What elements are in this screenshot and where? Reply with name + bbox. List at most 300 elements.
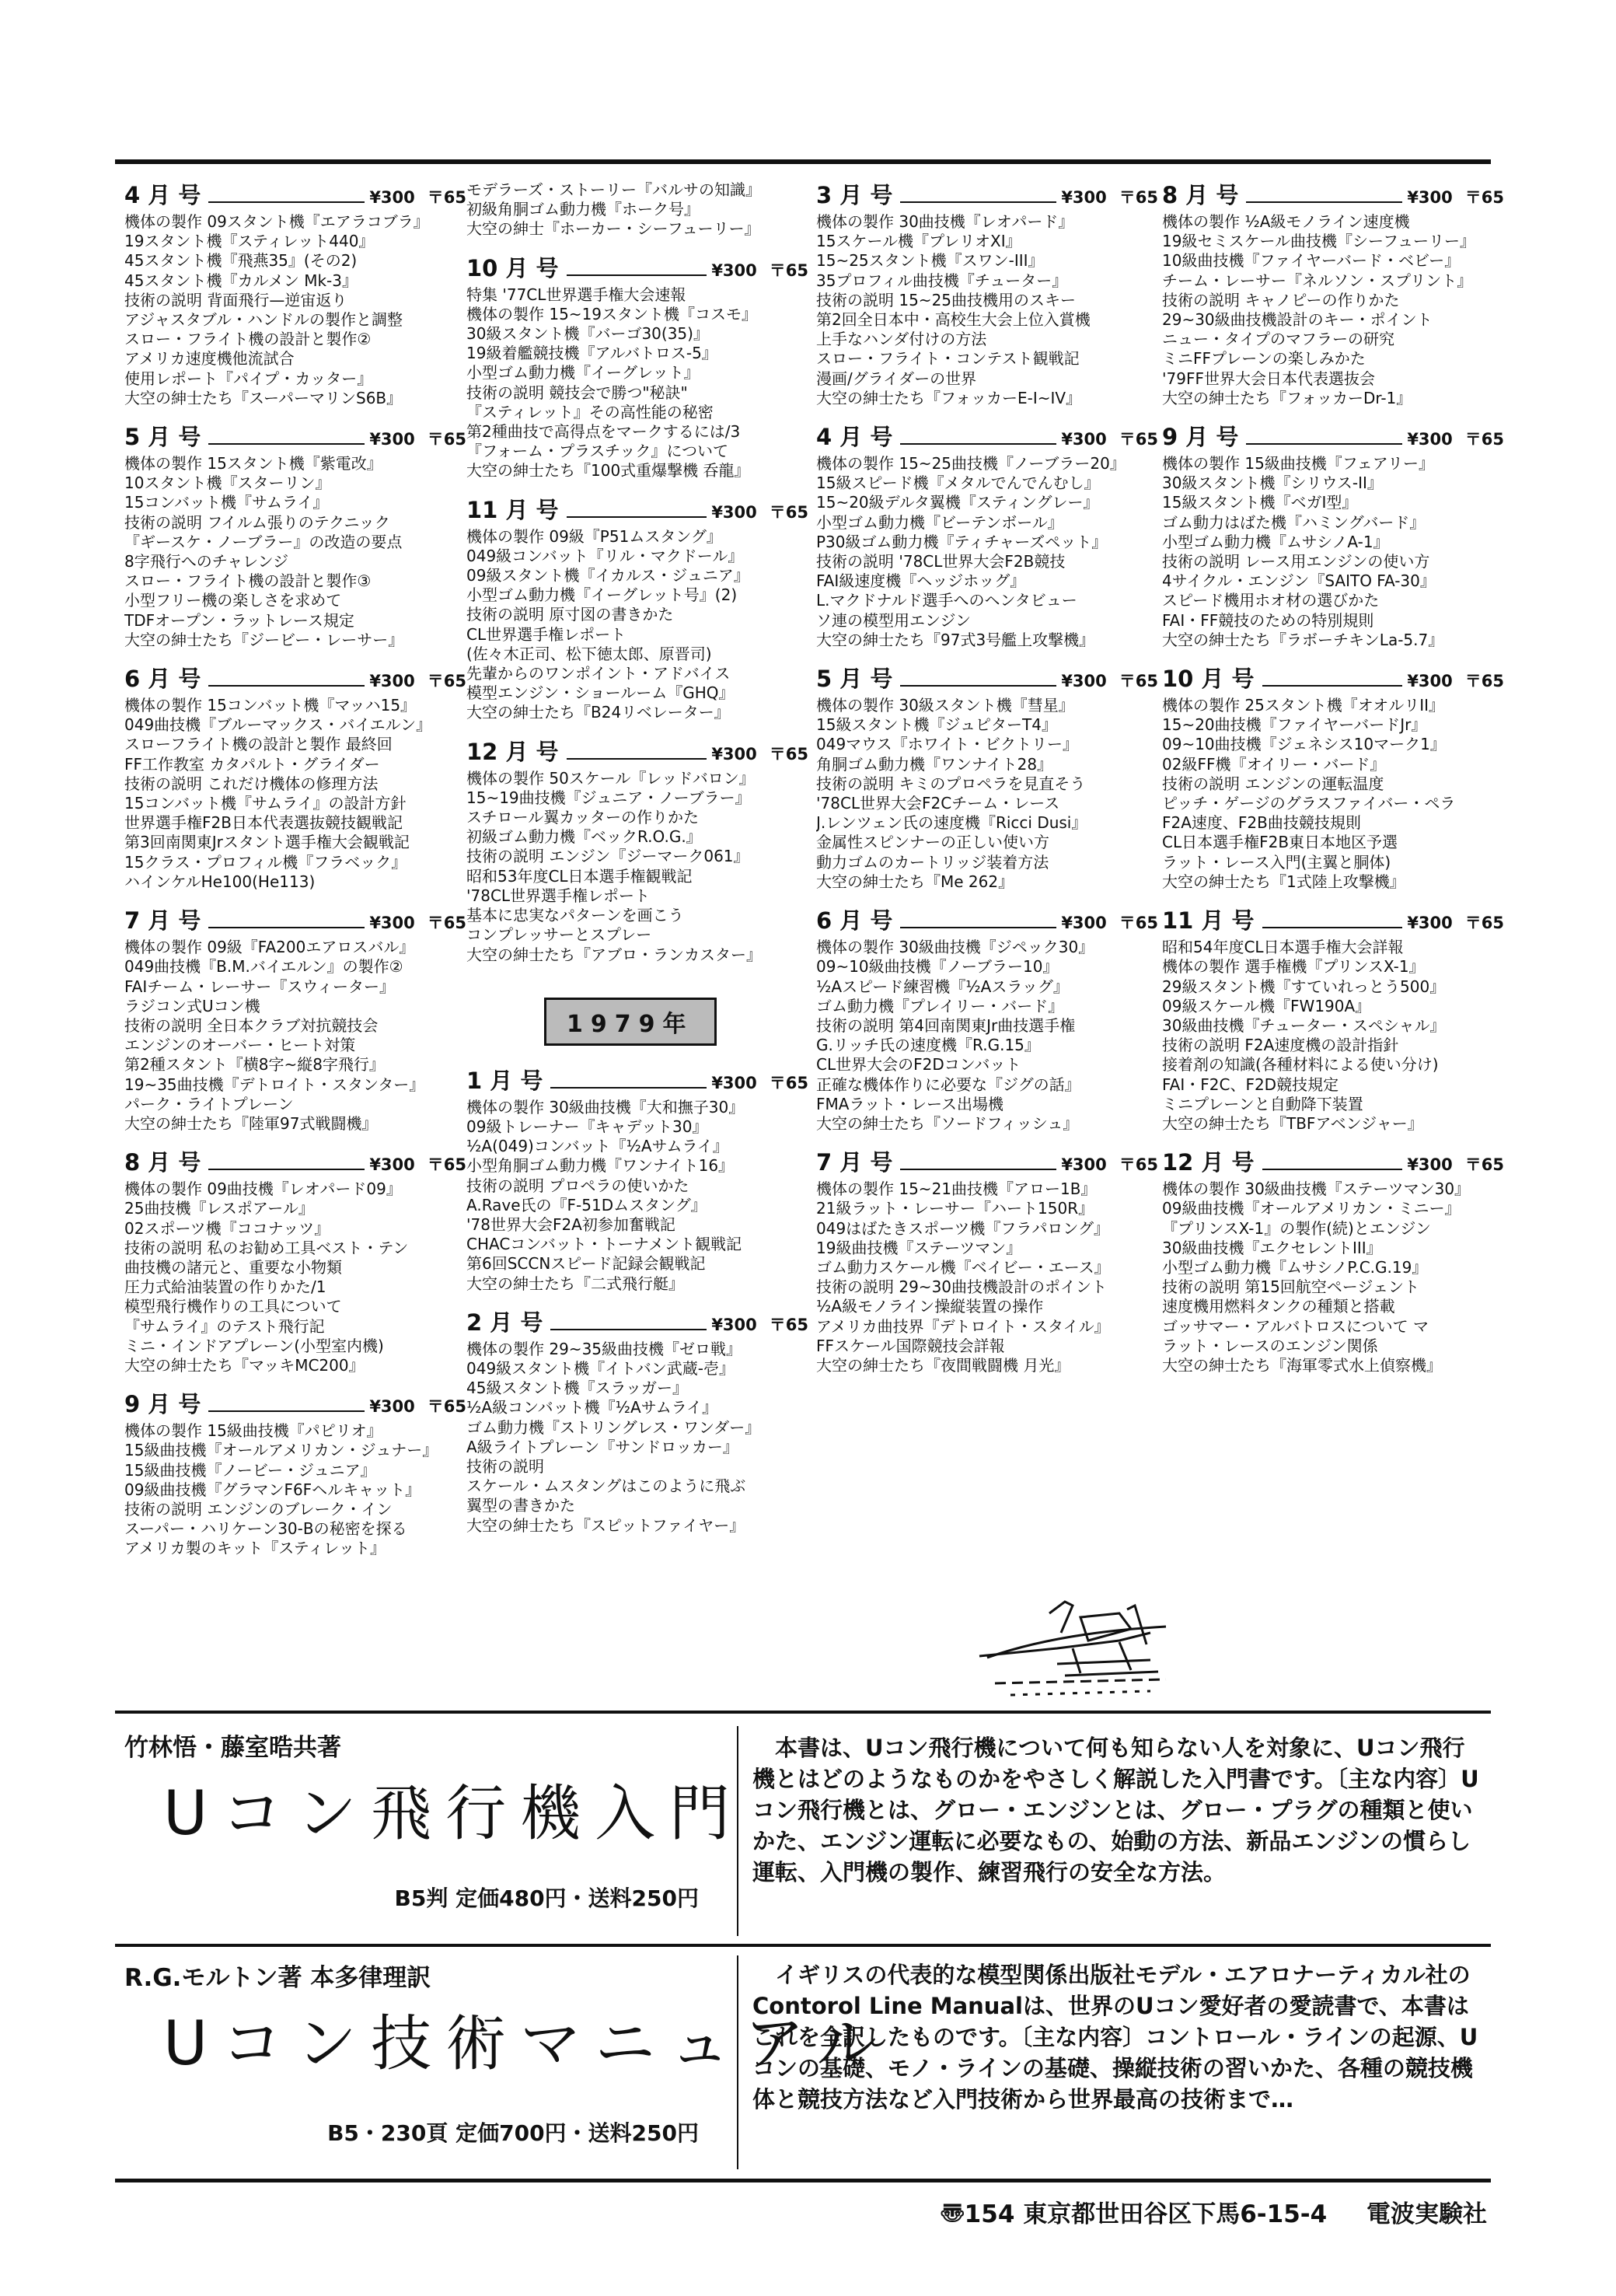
book2-author: R.G.モルトン著 本多律理訳 bbox=[124, 1964, 431, 1992]
issue-block bbox=[1162, 422, 1504, 650]
issue-price: ¥300 bbox=[369, 1155, 415, 1175]
article-item: 049はばたきスポーツ機『フラパロング』 bbox=[816, 1218, 1109, 1238]
article-item: 大空の紳士たち『マッキMC200』 bbox=[124, 1355, 365, 1375]
article-item: 機体の製作 30級スタント機『彗星』 bbox=[816, 696, 1074, 715]
issue-block bbox=[1162, 180, 1504, 408]
article-item: 角胴ゴム動力機『ワンナイト28』 bbox=[816, 754, 1053, 774]
article-item: 小型ゴム動力機『イーグレット号』(2) bbox=[466, 585, 738, 605]
article-item: 15級スタント機『ベガI型』 bbox=[1162, 493, 1358, 512]
article-item: ½A級モノライン操縦装置の操作 bbox=[816, 1297, 1044, 1316]
article-item: 大空の紳士たち『陸軍97式戦闘機』 bbox=[124, 1113, 378, 1133]
article-item: 大空の紳士たち『ソードフィッシュ』 bbox=[816, 1113, 1079, 1133]
article-item: 動力ゴムのカートリッジ装着方法 bbox=[816, 852, 1049, 872]
issue-postage: 〒65 bbox=[1464, 1155, 1504, 1175]
article-item: 15コンバット機『サムライ』 bbox=[124, 493, 329, 512]
issue-header bbox=[466, 737, 808, 769]
article-item: 機体の製作 09級『P51ムスタング』 bbox=[466, 526, 722, 546]
article-item: 機体の製作 15級曲技機『パピリオ』 bbox=[124, 1421, 382, 1441]
article-item: ½Aスピード練習機『½Aスラッグ』 bbox=[816, 977, 1069, 996]
article-item: 09~10曲技機『ジェネシス10マーク1』 bbox=[1162, 735, 1446, 754]
issue-header bbox=[124, 906, 466, 938]
article-item: 『プリンスX-1』の製作(続)とエンジン bbox=[1162, 1218, 1431, 1238]
article-item: スチロール翼カッターの作りかた bbox=[466, 808, 699, 827]
issue-month: 6 月 号 bbox=[816, 907, 893, 935]
year-label: 1979年 bbox=[544, 998, 717, 1046]
article-item: ソ連の模型用エンジン bbox=[816, 610, 971, 630]
article-item: アジャスタブル・ハンドルの製作と調整 bbox=[124, 310, 403, 330]
article-item: 15~20曲技機『ファイヤーバードJr』 bbox=[1162, 715, 1427, 735]
article-item: 09級曲技機『オールアメリカン・ミニー』 bbox=[1162, 1199, 1461, 1218]
article-item: 30級曲技機『チューター・スペシャル』 bbox=[1162, 1015, 1446, 1035]
article-item: 大空の紳士たち『フォッカーDr-1』 bbox=[1162, 388, 1412, 407]
leader-line bbox=[550, 1329, 707, 1330]
article-item: 第2種曲技で高得点をマークするには/3 bbox=[466, 422, 741, 442]
article-item: ラジコン式Uコン機 bbox=[124, 996, 260, 1015]
issue-price: ¥300 bbox=[1407, 188, 1453, 207]
leader-line bbox=[567, 758, 707, 760]
article-item: J.レンツェン氏の速度機『Ricci Dusi』 bbox=[816, 813, 1087, 833]
article-item: 09~10級曲技機『ノーブラー10』 bbox=[816, 957, 1059, 977]
article-item: ゴム動力機『プレイリー・バード』 bbox=[816, 996, 1064, 1015]
article-item: 19級セミスケール曲技機『シーフューリー』 bbox=[1162, 232, 1476, 251]
article-item: スーパー・ハリケーン30-Bの秘密を探る bbox=[124, 1519, 407, 1539]
seaplane-illustration bbox=[964, 1586, 1181, 1703]
article-item: 小型ゴム動力機『ムサシノP.C.G.19』 bbox=[1162, 1257, 1428, 1277]
article-item: FFスケール国際競技会詳報 bbox=[816, 1336, 1005, 1355]
article-item: 25曲技機『レスポアール』 bbox=[124, 1199, 314, 1218]
article-item: 15~20級デルタ翼機『スティングレー』 bbox=[816, 493, 1099, 512]
article-item: G.リッチ氏の速度機『R.G.15』 bbox=[816, 1036, 1040, 1055]
article-item: 技術の説明 29~30曲技機設計のポイント bbox=[816, 1277, 1108, 1297]
issue-price: ¥300 bbox=[711, 502, 757, 522]
article-item: スロー・フライト・コンテスト観戦記 bbox=[816, 349, 1080, 369]
article-item: 先輩からのワンポイント・アドバイス bbox=[466, 664, 731, 683]
article-item: 昭和53年度CL日本選手権観戦記 bbox=[466, 866, 693, 886]
article-item: 上手なハンダ付けの方法 bbox=[816, 330, 987, 349]
article-item: 『フォーム・プラスチック』について bbox=[466, 442, 728, 461]
article-item: 機体の製作 09曲技機『レオパード09』 bbox=[124, 1179, 402, 1199]
article-item: 技術の説明 15~25曲技機用のスキー bbox=[816, 290, 1077, 309]
issue-price: ¥300 bbox=[1407, 430, 1453, 449]
issue-header bbox=[124, 180, 466, 212]
issue-month: 11 月 号 bbox=[1162, 907, 1255, 935]
issue-month: 9 月 号 bbox=[1162, 424, 1239, 451]
article-item: 大空の紳士たち『97式3号艦上攻撃機』 bbox=[816, 630, 1095, 649]
index-column-4 bbox=[1162, 180, 1504, 1389]
article-item: アメリカ速度機他流試合 bbox=[124, 349, 295, 369]
issue-header bbox=[816, 422, 1158, 454]
leader-line bbox=[1246, 201, 1402, 203]
article-item: 接着剤の知識(各種材料による使い分け) bbox=[1162, 1055, 1439, 1075]
book2-price: B5・230頁 定価700円・送料250円 bbox=[327, 2120, 699, 2146]
article-item: CL世界選手権レポート bbox=[466, 624, 627, 644]
issue-header bbox=[466, 1308, 808, 1340]
article-item: 機体の製作 15コンバット機『マッハ15』 bbox=[124, 696, 417, 715]
article-item: スローフライト機の設計と製作 最終回 bbox=[124, 735, 393, 754]
article-item: FMAラット・レース出場機 bbox=[816, 1094, 1004, 1113]
article-item: 昭和54年度CL日本選手権大会詳報 bbox=[1162, 938, 1404, 957]
issue-month: 6 月 号 bbox=[124, 666, 201, 693]
leader-line bbox=[208, 927, 365, 928]
article-item: '78CL世界選手権レポート bbox=[466, 886, 651, 905]
article-item: 技術の説明 キャノピーの作りかた bbox=[1162, 290, 1400, 309]
section-rule-1 bbox=[115, 1711, 1491, 1714]
article-item: 049曲技機『ブルーマックス・バイエルン』 bbox=[124, 715, 432, 735]
article-item: F2A速度、F2B曲技競技規則 bbox=[1162, 813, 1361, 833]
article-item: ミニ・インドアプレーン(小型室内機) bbox=[124, 1336, 384, 1355]
issue-month: 10 月 号 bbox=[1162, 666, 1255, 693]
article-item: 21級ラット・レーサー『ハート150R』 bbox=[816, 1199, 1094, 1218]
article-item: ラット・レースのエンジン関係 bbox=[1162, 1336, 1378, 1355]
article-item: 大空の紳士たち『ラボーチキンLa-5.7』 bbox=[1162, 630, 1444, 649]
issue-month: 10 月 号 bbox=[466, 254, 559, 281]
article-item: 模型エンジン・ショールーム『GHQ』 bbox=[466, 683, 735, 703]
issue-month: 12 月 号 bbox=[466, 738, 559, 765]
book2-title: Uコン技術マニュアル bbox=[163, 2009, 891, 2079]
article-item: (佐々木正司、松下徳太郎、原晋司) bbox=[466, 644, 712, 663]
leader-line bbox=[1262, 927, 1403, 928]
issue-block bbox=[466, 253, 808, 481]
issue-month: 7 月 号 bbox=[124, 907, 201, 935]
article-item: '79FF世界大会日本代表選抜会 bbox=[1162, 369, 1375, 388]
issue-header bbox=[466, 1066, 808, 1098]
issue-block bbox=[1162, 906, 1504, 1134]
issue-month: 8 月 号 bbox=[124, 1149, 201, 1176]
article-item: P30級ゴム動力機『ティチャーズペット』 bbox=[816, 532, 1108, 551]
issue-header bbox=[816, 664, 1158, 696]
article-item: FAI・F2C、F2D競技規定 bbox=[1162, 1075, 1339, 1094]
article-item: 機体の製作 09スタント機『エアラコブラ』 bbox=[124, 212, 429, 231]
article-item: 大空の紳士たち『TBFアベンジャー』 bbox=[1162, 1113, 1423, 1133]
article-item: 049級スタント機『イトバン武蔵-壱』 bbox=[466, 1358, 735, 1378]
article-item: ミニFFプレーンの楽しみかた bbox=[1162, 349, 1366, 369]
book2-description: イギリスの代表的な模型関係出版社モデル・エアロナーティカル社のContorol Line Manualは、世界のUコン愛好者の愛読書で、本書はこれを全訳したものです。〔主な内容〕コントロール・ラインの起源、Uコンの基礎、モノ・ラインの基礎、操縦技術の習いかた、各種の競技機体と競技方法など入門技術から世界最高の技術まで… bbox=[752, 1962, 1478, 2113]
article-item: スケール・ムスタングはこのように飛ぶ bbox=[466, 1476, 746, 1496]
issue-header bbox=[124, 1389, 466, 1421]
article-item: 模型飛行機作りの工具について bbox=[124, 1297, 342, 1316]
article-item: ½A級コンバット機『½Aサムライ』 bbox=[466, 1398, 718, 1417]
article-item: 15スケール機『プレリオXI』 bbox=[816, 232, 1021, 251]
article-item: 正確な機体作りに必要な『ジグの話』 bbox=[816, 1075, 1080, 1094]
article-item: 技術の説明 背面飛行—逆宙返り bbox=[124, 290, 347, 309]
article-item: 15級曲技機『オールアメリカン・ジュナー』 bbox=[124, 1441, 438, 1460]
article-item: 10級曲技機『ファイヤーバード・ベビー』 bbox=[1162, 251, 1461, 271]
issue-header bbox=[816, 180, 1158, 212]
issue-postage: 〒65 bbox=[769, 1073, 808, 1092]
article-item: スピード機用ホオ材の選びかた bbox=[1162, 591, 1380, 610]
book1-title: Uコン飛行機入門 bbox=[163, 1779, 745, 1849]
article-item: CHACコンバット・トーナメント観戦記 bbox=[466, 1235, 742, 1254]
issue-month: 11 月 号 bbox=[466, 496, 559, 523]
article-item: 金属性スピンナーの正しい使い方 bbox=[816, 833, 1049, 852]
issue-block bbox=[466, 1066, 808, 1294]
article-item: 技術の説明 これだけ機体の修理方法 bbox=[124, 774, 379, 793]
issue-month: 9 月 号 bbox=[124, 1391, 201, 1418]
article-item: 機体の製作 15~19スタント機『コスモ』 bbox=[466, 304, 758, 323]
issue-block bbox=[1162, 664, 1504, 892]
publisher-address: 〠154 東京都世田谷区下馬6-15-4 bbox=[940, 2200, 1328, 2228]
issue-price: ¥300 bbox=[369, 1397, 415, 1417]
issue-block bbox=[124, 422, 466, 650]
issue-price: ¥300 bbox=[369, 430, 415, 449]
article-item: 45級スタント機『スラッガー』 bbox=[466, 1379, 689, 1398]
issue-block bbox=[466, 737, 808, 965]
article-item: 技術の説明 第4回南関東Jr曲技選手権 bbox=[816, 1015, 1076, 1035]
article-item: 第3回南関東Jrスタント選手権大会観戦記 bbox=[124, 833, 410, 852]
article-item: 第6回SCCNスピード記録会観戦記 bbox=[466, 1254, 706, 1274]
leader-line bbox=[1246, 443, 1402, 445]
article-item: 大空の紳士たち『スピットファイヤー』 bbox=[466, 1515, 745, 1535]
leader-line bbox=[208, 1410, 365, 1412]
article-item: 30級スタント機『バーゴ30(35)』 bbox=[466, 324, 709, 344]
article-item: 09級スケール機『FW190A』 bbox=[1162, 996, 1371, 1015]
article-item: 技術の説明 エンジンのブレーク・イン bbox=[124, 1499, 393, 1518]
issue-price: ¥300 bbox=[1407, 672, 1453, 691]
article-item: 『サムライ』のテスト飛行記 bbox=[124, 1316, 325, 1336]
issue-header bbox=[816, 906, 1158, 938]
article-item: 『スティレット』その高性能の秘密 bbox=[466, 402, 714, 421]
article-item: 技術の説明 全日本クラブ対抗競技会 bbox=[124, 1015, 379, 1035]
article-item: TDFオープン・ラットレース規定 bbox=[124, 610, 354, 630]
issue-price: ¥300 bbox=[1061, 914, 1107, 933]
article-item: 技術の説明 bbox=[466, 1456, 544, 1476]
issue-month: 8 月 号 bbox=[1162, 182, 1239, 208]
article-item: コンプレッサーとスプレー bbox=[466, 925, 652, 945]
leader-line bbox=[900, 685, 1056, 687]
article-item: 大空の紳士たち『海軍零式水上偵察機』 bbox=[1162, 1355, 1442, 1375]
article-item: 機体の製作 ½A級モノライン速度機 bbox=[1162, 212, 1410, 231]
article-item: 4サイクル・エンジン『SAITO FA-30』 bbox=[1162, 571, 1436, 591]
issue-postage: 〒65 bbox=[427, 188, 466, 207]
issue-price: ¥300 bbox=[711, 744, 757, 764]
article-item: 大空の紳士たち『二式飛行艇』 bbox=[466, 1274, 684, 1293]
issue-postage: 〒65 bbox=[1464, 914, 1504, 933]
article-item: ½A(049)コンバット『½Aサムライ』 bbox=[466, 1137, 728, 1156]
issue-price: ¥300 bbox=[1407, 914, 1453, 933]
article-item: アメリカ曲技界『デトロイト・スタイル』 bbox=[816, 1316, 1110, 1336]
article-item: 09級トレーナー『キャデット30』 bbox=[466, 1117, 708, 1136]
leader-line bbox=[567, 274, 707, 276]
article-item: 19級着艦競技機『アルバトロス-5』 bbox=[466, 344, 717, 363]
article-item: 世界選手権F2B日本代表選抜競技観戦記 bbox=[124, 813, 403, 833]
article-item: 機体の製作 15スタント機『紫電改』 bbox=[124, 454, 382, 474]
article-item: ニュー・タイプのマフラーの研究 bbox=[1162, 330, 1394, 349]
issue-block bbox=[124, 906, 466, 1134]
issue-postage: 〒65 bbox=[769, 744, 808, 764]
issue-header bbox=[124, 1148, 466, 1179]
article-item: '78世界大会F2A初参加奮戦記 bbox=[466, 1214, 675, 1234]
index-column-2 bbox=[466, 180, 808, 1550]
issue-month: 1 月 号 bbox=[466, 1067, 543, 1094]
issue-month: 5 月 号 bbox=[124, 424, 201, 451]
book1-author: 竹林悟・藤室晧共著 bbox=[124, 1734, 341, 1762]
article-item: 翼型の書きかた bbox=[466, 1496, 575, 1515]
issue-postage: 〒65 bbox=[1464, 672, 1504, 691]
article-item: 09級曲技機『グラマンF6Fヘルキャット』 bbox=[124, 1480, 421, 1499]
issue-block bbox=[816, 180, 1158, 408]
article-item: 特集 '77CL世界選手権大会速報 bbox=[466, 285, 686, 304]
article-item: 大空の紳士たち『夜間戦闘機 月光』 bbox=[816, 1355, 1070, 1375]
issue-header bbox=[466, 495, 808, 527]
article-item: ゴム動力はばた機『ハミングバード』 bbox=[1162, 512, 1426, 532]
issue-header bbox=[1162, 906, 1504, 938]
issue-header bbox=[816, 1148, 1158, 1179]
article-item: ゴム動力スケール機『ベイビー・エース』 bbox=[816, 1257, 1110, 1277]
issue-block bbox=[124, 1389, 466, 1558]
article-item: 機体の製作 30級曲技機『大和撫子30』 bbox=[466, 1097, 745, 1117]
issue-block bbox=[816, 422, 1158, 650]
article-item: モデラーズ・ストーリー『バルサの知識』 bbox=[466, 180, 761, 199]
article-item: 技術の説明 F2A速度機の設計指針 bbox=[1162, 1036, 1399, 1055]
issue-price: ¥300 bbox=[711, 260, 757, 280]
issue-month: 3 月 号 bbox=[816, 182, 893, 208]
leader-line bbox=[567, 516, 707, 518]
issue-block bbox=[466, 180, 808, 239]
article-item: 第2種スタント『横8字~縦8字飛行』 bbox=[124, 1055, 385, 1075]
index-column-3 bbox=[816, 180, 1158, 1389]
leader-line bbox=[900, 927, 1056, 928]
article-item: FF工作教室 カタパルト・グライダー bbox=[124, 754, 380, 774]
issue-block bbox=[1162, 1148, 1504, 1375]
article-item: 09級スタント機『イカルス・ジュニア』 bbox=[466, 566, 749, 585]
issue-block bbox=[466, 1308, 808, 1536]
article-item: 機体の製作 選手権機『プリンスX-1』 bbox=[1162, 957, 1425, 977]
article-item: 機体の製作 30級曲技機『ジペック30』 bbox=[816, 938, 1094, 957]
article-item: スロー・フライト機の設計と製作③ bbox=[124, 571, 372, 591]
issue-postage: 〒65 bbox=[1464, 430, 1504, 449]
article-item: 小型角胴ゴム動力機『ワンナイト16』 bbox=[466, 1156, 735, 1176]
issue-postage: 〒65 bbox=[1119, 188, 1158, 207]
article-item: 大空の紳士たち『フォッカーE-I~IV』 bbox=[816, 388, 1082, 407]
article-item: 02スポーツ機『ココナッツ』 bbox=[124, 1218, 330, 1238]
article-item: 大空の紳士たち『ジービー・レーサー』 bbox=[124, 630, 404, 649]
issue-postage: 〒65 bbox=[427, 1397, 466, 1417]
issue-month: 2 月 号 bbox=[466, 1309, 543, 1336]
article-item: 機体の製作 15~25曲技機『ノーブラー20』 bbox=[816, 454, 1126, 474]
article-item: エンジンのオーバー・ヒート対策 bbox=[124, 1036, 356, 1055]
article-item: 19スタント機『スティレット440』 bbox=[124, 232, 375, 251]
article-item: 技術の説明 '78CL世界大会F2B競技 bbox=[816, 552, 1066, 571]
article-item: A.Rave氏の『F-51Dムスタング』 bbox=[466, 1195, 707, 1214]
issue-price: ¥300 bbox=[711, 1073, 757, 1092]
article-item: チーム・レーサー『ネルソン・スプリント』 bbox=[1162, 271, 1473, 290]
article-item: ピッチ・ゲージのグラスファイバー・ペラ bbox=[1162, 794, 1456, 813]
article-item: 機体の製作 30級曲技機『ステーツマン30』 bbox=[1162, 1179, 1471, 1199]
leader-line bbox=[900, 1169, 1056, 1170]
issue-header bbox=[1162, 664, 1504, 696]
issue-price: ¥300 bbox=[1061, 188, 1107, 207]
article-item: 小型ゴム動力機『ビーテンボール』 bbox=[816, 512, 1063, 532]
article-item: 30級曲技機『エクセレントIII』 bbox=[1162, 1238, 1382, 1257]
article-item: 大空の紳士たち『B24リベレーター』 bbox=[466, 703, 730, 722]
issue-postage: 〒65 bbox=[1119, 914, 1158, 933]
article-item: 大空の紳士たち『スーパーマリンS6B』 bbox=[124, 388, 403, 407]
article-item: 10スタント機『スターリン』 bbox=[124, 474, 331, 493]
article-item: 使用レポート『パイプ・カッター』 bbox=[124, 369, 373, 388]
article-item: 技術の説明 原寸図の書きかた bbox=[466, 605, 674, 624]
article-item: CL日本選手権F2B東日本地区予選 bbox=[1162, 833, 1398, 852]
article-item: A級ライトプレーン『サンドロッカー』 bbox=[466, 1437, 738, 1456]
article-item: 小型ゴム動力機『イーグレット』 bbox=[466, 363, 700, 383]
article-item: 19~35曲技機『デトロイト・スタンター』 bbox=[124, 1075, 425, 1094]
issue-price: ¥300 bbox=[1407, 1155, 1453, 1175]
article-item: 15コンバット機『サムライ』の設計方針 bbox=[124, 794, 407, 813]
article-item: 技術の説明 キミのプロペラを見直そう bbox=[816, 774, 1086, 793]
article-item: ラット・レース入門(主翼と胴体) bbox=[1162, 852, 1391, 872]
article-item: 049級コンバット『リル・マクドール』 bbox=[466, 546, 744, 565]
article-item: 機体の製作 29~35級曲技機『ゼロ戦』 bbox=[466, 1339, 742, 1358]
issue-block bbox=[124, 664, 466, 892]
article-item: 8字飛行へのチャレンジ bbox=[124, 552, 289, 571]
issue-block bbox=[816, 906, 1158, 1134]
issue-header bbox=[1162, 422, 1504, 454]
article-item: FAIチーム・レーサー『スウィーター』 bbox=[124, 977, 396, 996]
article-item: 技術の説明 レース用エンジンの使い方 bbox=[1162, 552, 1430, 571]
article-item: 29~30級曲技機設計のキー・ポイント bbox=[1162, 310, 1433, 330]
article-item: 大空の紳士たち『アブロ・ランカスター』 bbox=[466, 945, 762, 964]
issue-header bbox=[124, 422, 466, 454]
article-item: 機体の製作 09級『FA200エアロスバル』 bbox=[124, 938, 415, 957]
issue-block bbox=[124, 180, 466, 408]
issue-postage: 〒65 bbox=[1119, 672, 1158, 691]
index-column-1 bbox=[124, 180, 466, 1573]
article-item: 02級FF機『オイリー・バード』 bbox=[1162, 754, 1386, 774]
article-item: 19級曲技機『ステーツマン』 bbox=[816, 1238, 1022, 1257]
article-item: 漫画/グライダーの世界 bbox=[816, 369, 977, 388]
article-item: ミニプレーンと自動降下装置 bbox=[1162, 1094, 1363, 1113]
issue-postage: 〒65 bbox=[1119, 430, 1158, 449]
issue-header bbox=[1162, 180, 1504, 212]
leader-line bbox=[208, 685, 365, 687]
article-item: 圧力式給油装置の作りかた/1 bbox=[124, 1277, 326, 1297]
issue-postage: 〒65 bbox=[427, 430, 466, 449]
issue-month: 7 月 号 bbox=[816, 1149, 893, 1176]
article-item: 初級ゴム動力機『ベックR.O.G.』 bbox=[466, 827, 702, 847]
leader-line bbox=[900, 201, 1056, 203]
leader-line bbox=[208, 443, 365, 445]
article-item: 45スタント機『飛燕35』(その2) bbox=[124, 251, 358, 271]
article-item: 15級スタント機『ジュピターT4』 bbox=[816, 715, 1057, 735]
article-item: 第2回全日本中・高校生大会上位入賞機 bbox=[816, 310, 1091, 330]
issue-month: 4 月 号 bbox=[816, 424, 893, 451]
article-item: 技術の説明 エンジン『ジーマーク061』 bbox=[466, 847, 749, 866]
issue-postage: 〒65 bbox=[769, 1315, 808, 1334]
article-item: 技術の説明 プロペラの使いかた bbox=[466, 1176, 689, 1195]
leader-line bbox=[1262, 685, 1403, 687]
leader-line bbox=[550, 1087, 707, 1089]
issue-month: 12 月 号 bbox=[1162, 1149, 1255, 1176]
article-item: ゴッサマー・アルバトロスについて マ bbox=[1162, 1316, 1429, 1336]
article-item: 049マウス『ホワイト・ビクトリー』 bbox=[816, 735, 1078, 754]
issue-price: ¥300 bbox=[1061, 430, 1107, 449]
article-item: 35プロフィル曲技機『チューター』 bbox=[816, 271, 1068, 290]
issue-price: ¥300 bbox=[369, 672, 415, 691]
article-item: 大空の紳士たち『Me 262』 bbox=[816, 872, 1014, 891]
article-item: FAI・FF競技のための特別規則 bbox=[1162, 610, 1374, 630]
issue-header bbox=[124, 664, 466, 696]
leader-line bbox=[208, 201, 365, 203]
issue-postage: 〒65 bbox=[1119, 1155, 1158, 1175]
article-item: CL世界大会のF2Dコンバット bbox=[816, 1055, 1021, 1075]
book1-description: 本書は、Uコン飛行機について何も知らない人を対象に、Uコン飛行機とはどのようなものかをやさしく解説した入門書です。〔主な内容〕Uコン飛行機とは、グロー・エンジンとは、グロー・プラグの種類と使いかた、エンジン運転に必要なもの、始動の方法、新品エンジンの慣らし運転、入門機の製作、練習飛行の安全な方法。 bbox=[752, 1735, 1479, 1885]
article-item: 曲技機の諸元と、重要な小物類 bbox=[124, 1257, 342, 1277]
article-item: 機体の製作 15~21曲技機『アロー1B』 bbox=[816, 1179, 1097, 1199]
article-item: 30級スタント機『シリウス-II』 bbox=[1162, 474, 1383, 493]
article-item: 大空の紳士たち『1式陸上攻撃機』 bbox=[1162, 872, 1405, 891]
issue-price: ¥300 bbox=[711, 1315, 757, 1334]
publisher-name: 電波実験社 bbox=[1366, 2200, 1487, 2228]
article-item: 小型ゴム動力機『ムサシノA-1』 bbox=[1162, 532, 1389, 551]
